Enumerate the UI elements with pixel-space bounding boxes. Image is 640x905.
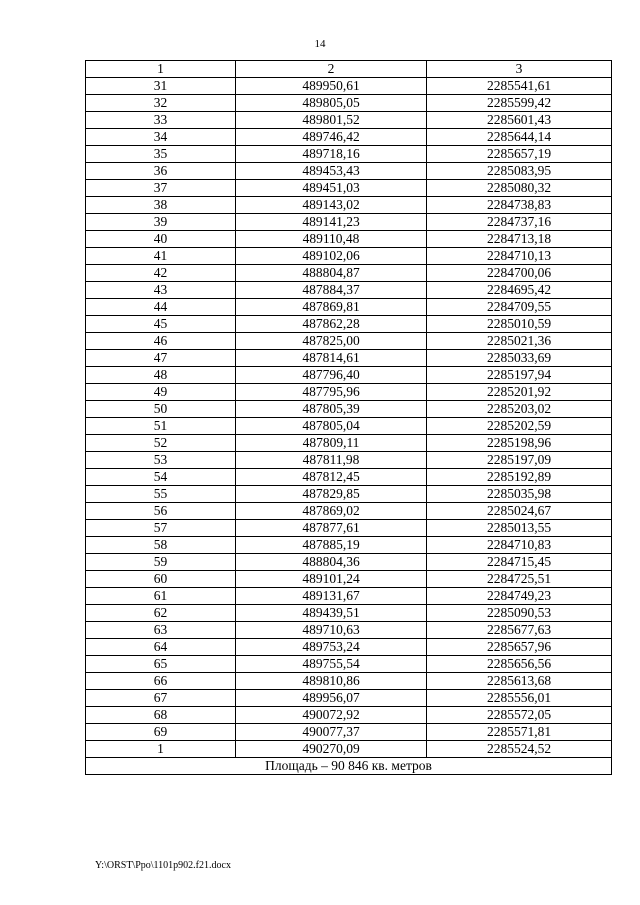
x-coordinate-cell: 489453,43	[236, 163, 427, 180]
table-row	[86, 112, 612, 129]
point-number-cell: 43	[86, 282, 236, 299]
table-row	[86, 537, 612, 554]
x-coordinate-cell: 487869,81	[236, 299, 427, 316]
x-coordinate-cell: 489746,42	[236, 129, 427, 146]
x-coordinate-cell: 487829,85	[236, 486, 427, 503]
table-row	[86, 639, 612, 656]
table-row	[86, 78, 612, 95]
point-number-cell: 1	[86, 741, 236, 758]
point-number-cell: 32	[86, 95, 236, 112]
point-number-cell: 41	[86, 248, 236, 265]
y-coordinate-cell: 2285571,81	[427, 724, 612, 741]
table-row	[86, 520, 612, 537]
y-coordinate-cell: 2285192,89	[427, 469, 612, 486]
point-number-cell: 50	[86, 401, 236, 418]
x-coordinate-cell: 489141,23	[236, 214, 427, 231]
y-coordinate-cell: 2285202,59	[427, 418, 612, 435]
x-coordinate-cell: 488804,36	[236, 554, 427, 571]
point-number-cell: 33	[86, 112, 236, 129]
x-coordinate-cell: 487795,96	[236, 384, 427, 401]
x-coordinate-cell: 489718,16	[236, 146, 427, 163]
point-number-cell: 51	[86, 418, 236, 435]
point-number-cell: 62	[86, 605, 236, 622]
point-number-cell: 49	[86, 384, 236, 401]
y-coordinate-cell: 2285090,53	[427, 605, 612, 622]
y-coordinate-cell: 2285010,59	[427, 316, 612, 333]
table-row	[86, 384, 612, 401]
column-header-2: 2	[236, 61, 427, 78]
y-coordinate-cell: 2284710,83	[427, 537, 612, 554]
x-coordinate-cell: 489956,07	[236, 690, 427, 707]
point-number-cell: 39	[86, 214, 236, 231]
point-number-cell: 59	[86, 554, 236, 571]
y-coordinate-cell: 2285524,52	[427, 741, 612, 758]
table-row	[86, 180, 612, 197]
y-coordinate-cell: 2285198,96	[427, 435, 612, 452]
point-number-cell: 47	[86, 350, 236, 367]
y-coordinate-cell: 2285013,55	[427, 520, 612, 537]
y-coordinate-cell: 2285599,42	[427, 95, 612, 112]
table-row	[86, 129, 612, 146]
point-number-cell: 42	[86, 265, 236, 282]
x-coordinate-cell: 489131,67	[236, 588, 427, 605]
table-row	[86, 571, 612, 588]
table-row	[86, 588, 612, 605]
table-row	[86, 367, 612, 384]
point-number-cell: 40	[86, 231, 236, 248]
x-coordinate-cell: 489451,03	[236, 180, 427, 197]
y-coordinate-cell: 2284713,18	[427, 231, 612, 248]
point-number-cell: 45	[86, 316, 236, 333]
x-coordinate-cell: 487814,61	[236, 350, 427, 367]
table-row	[86, 690, 612, 707]
table-row	[86, 469, 612, 486]
point-number-cell: 44	[86, 299, 236, 316]
point-number-cell: 65	[86, 656, 236, 673]
x-coordinate-cell: 489755,54	[236, 656, 427, 673]
x-coordinate-cell: 487809,11	[236, 435, 427, 452]
y-coordinate-cell: 2285556,01	[427, 690, 612, 707]
x-coordinate-cell: 489950,61	[236, 78, 427, 95]
table-row	[86, 282, 612, 299]
point-number-cell: 66	[86, 673, 236, 690]
x-coordinate-cell: 489110,48	[236, 231, 427, 248]
x-coordinate-cell: 489810,86	[236, 673, 427, 690]
table-row	[86, 299, 612, 316]
x-coordinate-cell: 487877,61	[236, 520, 427, 537]
y-coordinate-cell: 2285203,02	[427, 401, 612, 418]
point-number-cell: 54	[86, 469, 236, 486]
x-coordinate-cell: 489101,24	[236, 571, 427, 588]
table-row	[86, 503, 612, 520]
table-row	[86, 435, 612, 452]
y-coordinate-cell: 2285021,36	[427, 333, 612, 350]
table-row	[86, 724, 612, 741]
x-coordinate-cell: 487805,04	[236, 418, 427, 435]
area-total-cell: Площадь – 90 846 кв. метров	[86, 758, 612, 775]
x-coordinate-cell: 489439,51	[236, 605, 427, 622]
table-row	[86, 265, 612, 282]
x-coordinate-cell: 487796,40	[236, 367, 427, 384]
table-row	[86, 707, 612, 724]
point-number-cell: 35	[86, 146, 236, 163]
y-coordinate-cell: 2285197,94	[427, 367, 612, 384]
y-coordinate-cell: 2285601,43	[427, 112, 612, 129]
x-coordinate-cell: 490270,09	[236, 741, 427, 758]
point-number-cell: 64	[86, 639, 236, 656]
point-number-cell: 37	[86, 180, 236, 197]
y-coordinate-cell: 2285024,67	[427, 503, 612, 520]
point-number-cell: 56	[86, 503, 236, 520]
point-number-cell: 68	[86, 707, 236, 724]
coordinates-table-body	[86, 61, 612, 775]
y-coordinate-cell: 2284715,45	[427, 554, 612, 571]
point-number-cell: 48	[86, 367, 236, 384]
point-number-cell: 61	[86, 588, 236, 605]
x-coordinate-cell: 490077,37	[236, 724, 427, 741]
table-row	[86, 214, 612, 231]
page-number: 14	[314, 38, 326, 50]
point-number-cell: 46	[86, 333, 236, 350]
x-coordinate-cell: 487885,19	[236, 537, 427, 554]
table-row	[86, 248, 612, 265]
table-row	[86, 741, 612, 758]
x-coordinate-cell: 489710,63	[236, 622, 427, 639]
document-file-path: Y:\ORST\Ppo\1101p902.f21.docx	[95, 860, 231, 871]
y-coordinate-cell: 2284737,16	[427, 214, 612, 231]
point-number-cell: 63	[86, 622, 236, 639]
table-row	[86, 605, 612, 622]
table-row	[86, 163, 612, 180]
y-coordinate-cell: 2285644,14	[427, 129, 612, 146]
x-coordinate-cell: 489801,52	[236, 112, 427, 129]
point-number-cell: 67	[86, 690, 236, 707]
column-header-1: 1	[86, 61, 236, 78]
point-number-cell: 57	[86, 520, 236, 537]
table-row	[86, 146, 612, 163]
table-total-row	[86, 758, 612, 775]
point-number-cell: 55	[86, 486, 236, 503]
table-row	[86, 95, 612, 112]
table-row	[86, 231, 612, 248]
y-coordinate-cell: 2284695,42	[427, 282, 612, 299]
y-coordinate-cell: 2284738,83	[427, 197, 612, 214]
point-number-cell: 58	[86, 537, 236, 554]
y-coordinate-cell: 2285033,69	[427, 350, 612, 367]
table-row	[86, 622, 612, 639]
y-coordinate-cell: 2285201,92	[427, 384, 612, 401]
column-header-3: 3	[427, 61, 612, 78]
y-coordinate-cell: 2285035,98	[427, 486, 612, 503]
x-coordinate-cell: 487862,28	[236, 316, 427, 333]
x-coordinate-cell: 487884,37	[236, 282, 427, 299]
y-coordinate-cell: 2285613,68	[427, 673, 612, 690]
point-number-cell: 69	[86, 724, 236, 741]
table-row	[86, 452, 612, 469]
y-coordinate-cell: 2285572,05	[427, 707, 612, 724]
table-row	[86, 486, 612, 503]
x-coordinate-cell: 489102,06	[236, 248, 427, 265]
y-coordinate-cell: 2285657,19	[427, 146, 612, 163]
y-coordinate-cell: 2285657,96	[427, 639, 612, 656]
coordinates-table	[85, 60, 612, 775]
table-row	[86, 554, 612, 571]
point-number-cell: 34	[86, 129, 236, 146]
y-coordinate-cell: 2285083,95	[427, 163, 612, 180]
y-coordinate-cell: 2284749,23	[427, 588, 612, 605]
point-number-cell: 60	[86, 571, 236, 588]
y-coordinate-cell: 2285541,61	[427, 78, 612, 95]
x-coordinate-cell: 487811,98	[236, 452, 427, 469]
table-row	[86, 418, 612, 435]
table-row	[86, 656, 612, 673]
table-row	[86, 316, 612, 333]
point-number-cell: 53	[86, 452, 236, 469]
y-coordinate-cell: 2284725,51	[427, 571, 612, 588]
x-coordinate-cell: 487805,39	[236, 401, 427, 418]
x-coordinate-cell: 487812,45	[236, 469, 427, 486]
x-coordinate-cell: 490072,92	[236, 707, 427, 724]
x-coordinate-cell: 488804,87	[236, 265, 427, 282]
x-coordinate-cell: 489143,02	[236, 197, 427, 214]
y-coordinate-cell: 2285677,63	[427, 622, 612, 639]
y-coordinate-cell: 2285080,32	[427, 180, 612, 197]
point-number-cell: 36	[86, 163, 236, 180]
y-coordinate-cell: 2284709,55	[427, 299, 612, 316]
y-coordinate-cell: 2285656,56	[427, 656, 612, 673]
point-number-cell: 52	[86, 435, 236, 452]
x-coordinate-cell: 487825,00	[236, 333, 427, 350]
y-coordinate-cell: 2284700,06	[427, 265, 612, 282]
table-row	[86, 673, 612, 690]
x-coordinate-cell: 489805,05	[236, 95, 427, 112]
table-row	[86, 350, 612, 367]
y-coordinate-cell: 2284710,13	[427, 248, 612, 265]
table-row	[86, 197, 612, 214]
table-header-row	[86, 61, 612, 78]
point-number-cell: 38	[86, 197, 236, 214]
point-number-cell: 31	[86, 78, 236, 95]
y-coordinate-cell: 2285197,09	[427, 452, 612, 469]
table-row	[86, 401, 612, 418]
x-coordinate-cell: 489753,24	[236, 639, 427, 656]
table-row	[86, 333, 612, 350]
x-coordinate-cell: 487869,02	[236, 503, 427, 520]
